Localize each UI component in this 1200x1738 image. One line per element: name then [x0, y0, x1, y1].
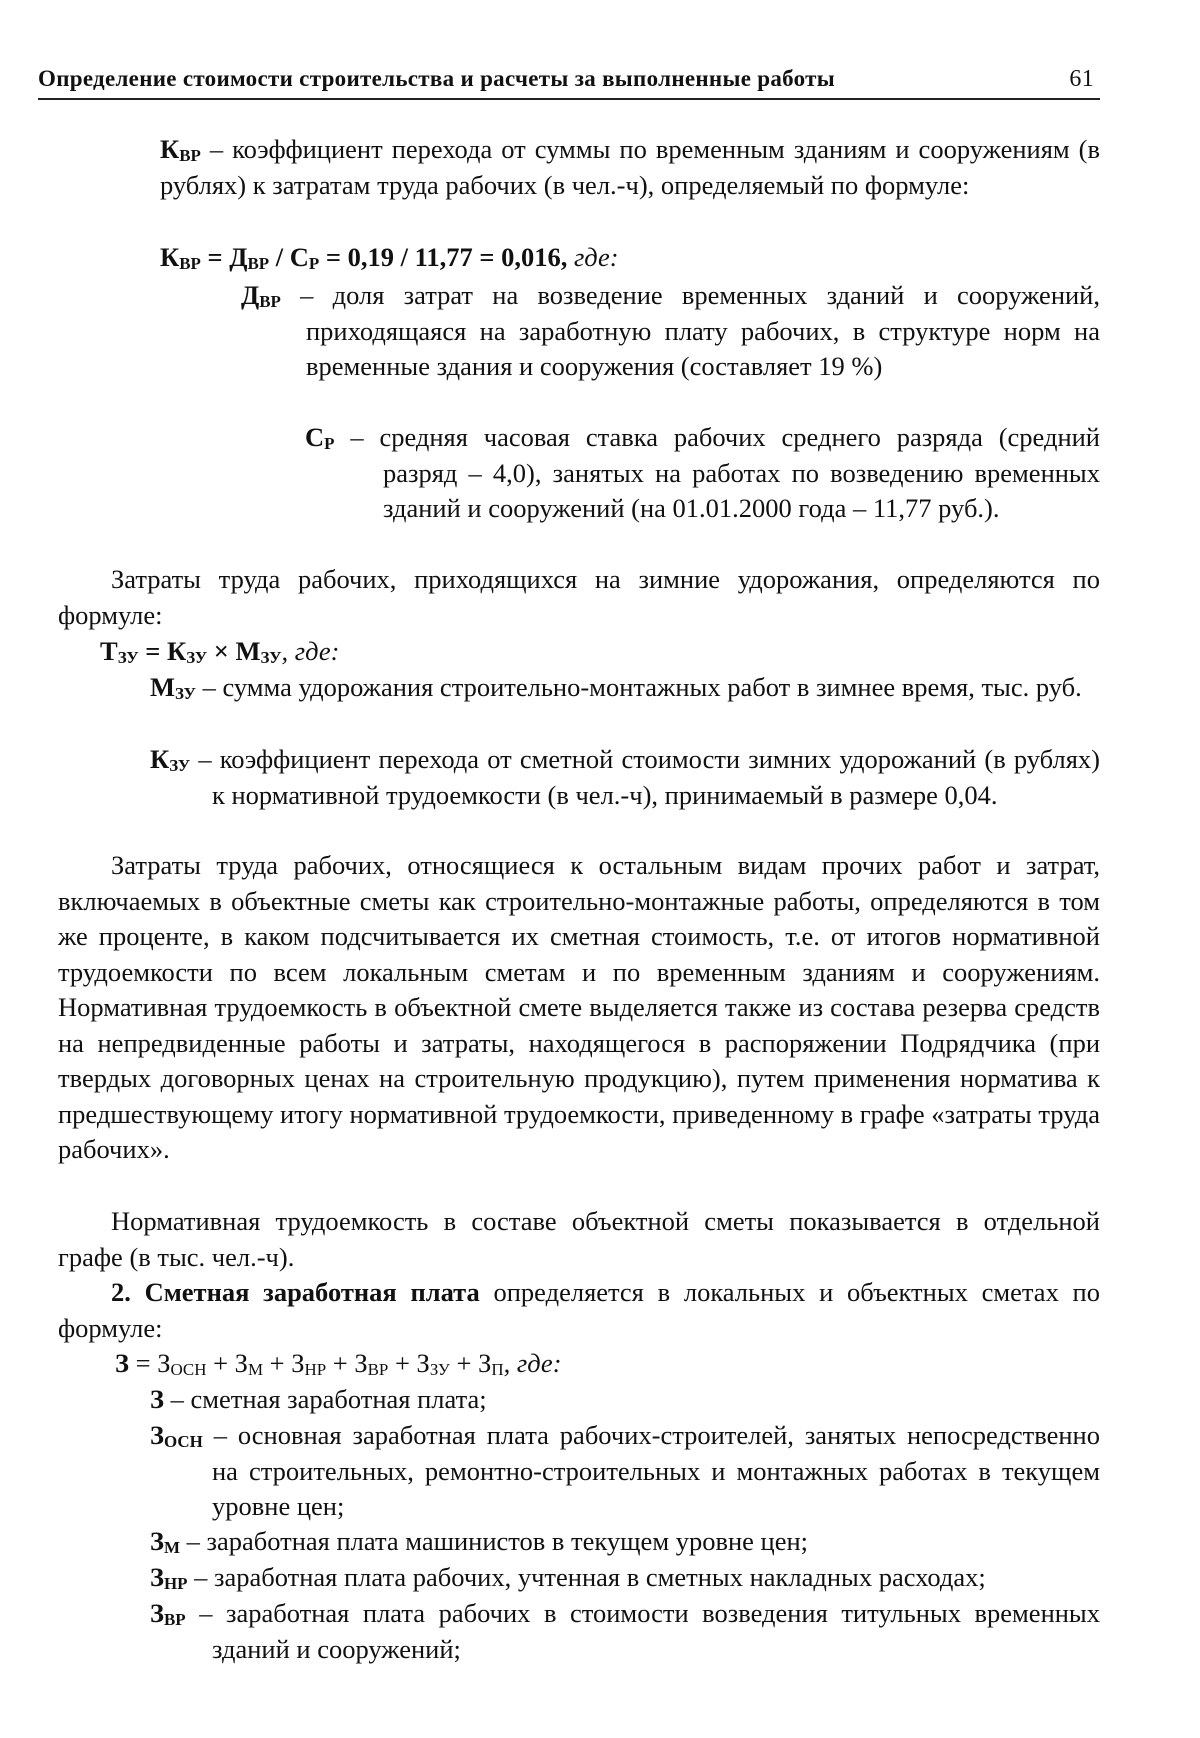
z-term: З	[150, 1384, 164, 1414]
kzu-text: – коэффициент перехода от сметной стоимости зимних удорожаний (в рублях) к нормативной трудоемкости (в чел.-ч), принимаемый в размере 0,04.	[190, 744, 1100, 810]
znr-text: – заработная плата рабочих, учтенная в сметных накладных расходах;	[187, 1562, 986, 1592]
z-formula: $З = З_{ОСН} + З_М + З_{НР} + З_{ВР} + З_{ЗУ} + З_П$, где:	[115, 1348, 562, 1379]
zm-term: $З_М$	[150, 1526, 180, 1557]
zosn-definition	[150, 1418, 1100, 1525]
kvr-term: $К_{ВР}$	[160, 134, 201, 165]
zm-definition	[150, 1524, 1100, 1560]
paragraph-normative: Нормативная трудоемкость в составе объектной сметы показывается в отдельной графе (в тыс. чел.-ч).	[58, 1206, 1100, 1272]
sr-term: $С_Р$	[305, 422, 335, 453]
kvr-formula: $К_{ВР} = Д_{ВР} / С_Р = 0,19 / 11,77 = 0,016$, где:	[160, 242, 619, 273]
sr-definition	[305, 420, 1100, 527]
zvr-definition	[150, 1596, 1100, 1667]
znr-term: $З_{НР}$	[150, 1562, 188, 1593]
mzu-definition	[150, 670, 1100, 706]
paragraph-other-works: Затраты труда рабочих, относящиеся к остальным видам прочих работ и затрат, включаемых в объектные сметы как строительно-монтажные работы, определяются в том же проценте, в каком подсчитывается их сметная стоимость, т.е. от итогов нормативной трудоемкости по всем локальным сметам и по временным зданиям и сооружениям. Нормативная трудоемкость в объектной смете выделяется также из состава резерва средств на непредвиденные работы и затраты, находящегося в распоряжении Подрядчика (при твердых договорных ценах на строительную продукцию), путем применения норматива к предшествующему итогу нормативной трудоемкости, приведенному в графе «затраты труда рабочих».	[58, 850, 1100, 1164]
z-text: – сметная заработная плата;	[164, 1384, 487, 1414]
zvr-term: $З_{ВР}$	[150, 1598, 186, 1629]
zosn-term: $З_{ОСН}$	[150, 1420, 203, 1451]
kzu-term: $К_{ЗУ}$	[150, 744, 191, 775]
znr-definition	[150, 1560, 1100, 1596]
page-number: 61	[1069, 66, 1094, 92]
kvr-text: – коэффициент перехода от суммы по временным зданиям и сооружениям (в рублях) к затратам труда рабочих (в чел.-ч), определяемый по формуле:	[160, 134, 1100, 200]
tzu-formula: $Т_{ЗУ} = К_{ЗУ} \times М_{ЗУ}$, где:	[100, 636, 340, 667]
z-definition	[150, 1382, 1100, 1418]
dvr-term: $Д_{ВР}$	[241, 280, 281, 311]
mzu-term: $М_{ЗУ}$	[150, 672, 196, 703]
dvr-text: – доля затрат на возведение временных зданий и сооружений, приходящаяся на заработную плату рабочих, в структуре норм на временные здания и сооружения (составляет 19 %)	[280, 280, 1100, 381]
kvr-definition	[160, 132, 1100, 203]
paragraph-winter: Затраты труда рабочих, приходящихся на зимние удорожания, определяются по формуле:	[58, 564, 1100, 630]
kzu-definition	[150, 742, 1100, 813]
mzu-text: – сумма удорожания строительно-монтажных работ в зимнее время, тыс. руб.	[195, 672, 1082, 702]
zm-text: – заработная плата машинистов в текущем уровне цен;	[180, 1526, 809, 1556]
zvr-text: – заработная плата рабочих в стоимости возведения титульных временных зданий и сооружений;	[185, 1598, 1100, 1664]
section-2-heading: 2. Сметная заработная плата	[111, 1277, 480, 1307]
section-2-paragraph	[58, 1275, 1100, 1346]
dvr-definition	[241, 278, 1100, 385]
running-header	[38, 62, 1100, 100]
section-2-text: определяется в локальных и объектных сметах по формуле:	[58, 1277, 1100, 1343]
header-title: Определение стоимости строительства и расчеты за выполненные работы	[38, 66, 836, 91]
sr-text: – средняя часовая ставка рабочих среднего разряда (средний разряд – 4,0), занятых на работах по возведению временных зданий и сооружений (на 01.01.2000 года – 11,77 руб.).	[334, 422, 1100, 523]
zosn-text: – основная заработная плата рабочих-строителей, занятых непосредственно на строительных, ремонтно-строительных и монтажных работах в текущем уровне цен;	[202, 1420, 1100, 1521]
